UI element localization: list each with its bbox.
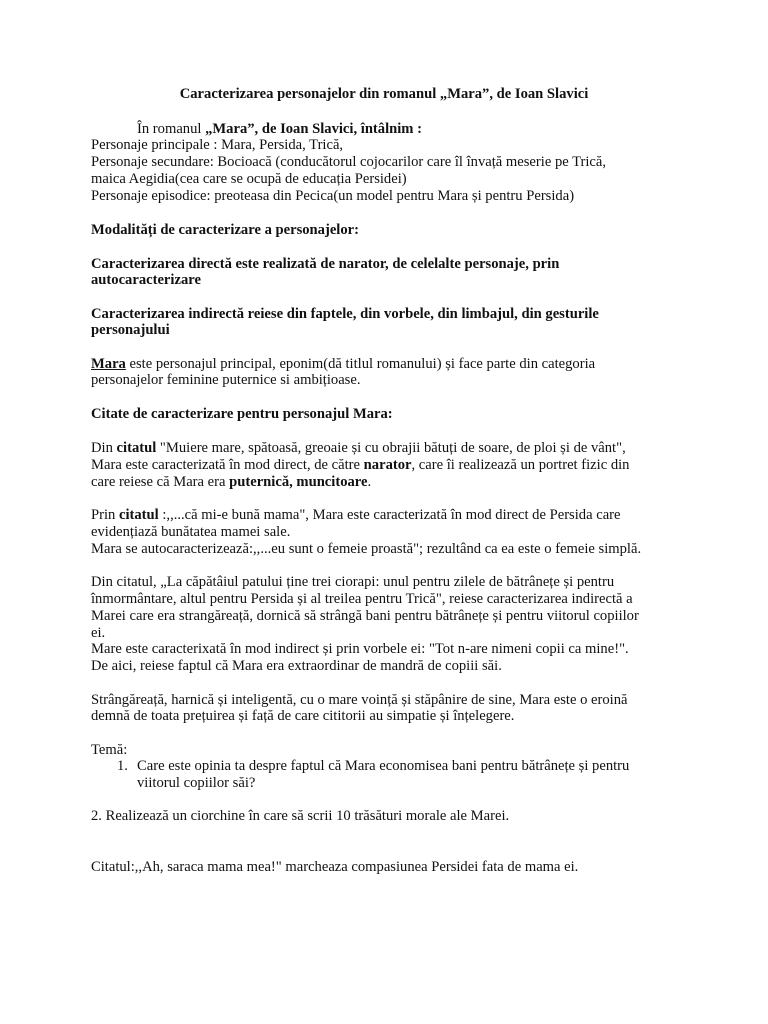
modalitati-heading: Modalități de caracterizare a personajelor: xyxy=(91,222,359,238)
citat2-l1-b: citatul xyxy=(118,507,159,523)
citat2-line-3: Mara se autocaracterizează:,,...eu sunt o femeie proastă"; rezultând ca ea este o femeie simplă. xyxy=(91,541,642,557)
concluzie-line-2: demnă de toata prețuirea și față de care cititorii au simpatie și înțelegere. xyxy=(91,708,515,724)
document-title: Caracterizarea personajelor din romanul „Mara”, de Ioan Slavici xyxy=(179,86,589,102)
mara-name: Mara xyxy=(91,356,126,372)
mara-para-line-2: personajelor feminine puternice si ambițioase. xyxy=(91,372,361,388)
tema-item1-line-1: Care este opinia ta despre faptul că Mara economisea bani pentru bătrânețe și pentru xyxy=(137,758,630,774)
citat1-l1-b: citatul xyxy=(116,440,157,456)
citat3-line-4: ei. xyxy=(91,625,106,641)
intro-bold: „Mara”, de Ioan Slavici, întâlnim : xyxy=(205,121,422,137)
intro-line xyxy=(137,121,422,138)
tema-item1-number: 1. xyxy=(117,758,128,774)
personaje-secundare-2: maica Aegidia(cea care se ocupă de educația Persidei) xyxy=(91,171,407,187)
citat1-line-1 xyxy=(91,440,626,457)
personaje-secundare-1: Personaje secundare: Bocioacă (conducătorul cojocarilor care îl învață meserie pe Trică, xyxy=(91,154,607,170)
tema-label: Temă: xyxy=(91,742,128,758)
personaje-episodice: Personaje episodice: preoteasa din Pecica(un model pentru Mara și pentru Persida) xyxy=(91,188,575,204)
citat1-line-2 xyxy=(91,457,629,474)
citat2-l1-a: Prin xyxy=(91,507,119,523)
citat1-l2-c: , care îi realizează un portret fizic din xyxy=(411,457,630,473)
citat3-line-3: Marei care era strangăreață, dornică să strângă bani pentru bătrânețe și pentru viitorul copiilor xyxy=(91,608,639,624)
personaje-principale: Personaje principale : Mara, Persida, Trică, xyxy=(91,137,344,153)
citat3-line-1: Din citatul, „La căpătâiul patului ține trei ciorapi: unul pentru zilele de bătrânețe și pentru xyxy=(91,574,615,590)
citat2-line-1 xyxy=(91,507,621,524)
citat1-l1-a: Din xyxy=(91,440,117,456)
citat1-line-3 xyxy=(91,474,371,491)
citat2-l1-c: :,,...că mi-e bună mama", Mara este caracterizată în mod direct de Persida care xyxy=(158,507,621,523)
citat3-line-2: înmormântare, altul pentru Persida și al treilea pentru Trică", reiese caracterizarea indirectă a xyxy=(91,591,633,607)
intro-prefix: În romanul xyxy=(137,121,206,137)
citat1-l3-c: . xyxy=(367,474,372,490)
citat1-l3-b: puternică, muncitoare xyxy=(229,474,368,490)
concluzie-line-1: Strângăreață, harnică și inteligentă, cu o mare voință și stăpânire de sine, Mara este o eroină xyxy=(91,692,628,708)
tema-item2: 2. Realizează un ciorchine în care să scrii 10 trăsături morale ale Marei. xyxy=(91,808,510,824)
citat1-l2-a: Mara este caracterizată în mod direct, de către xyxy=(91,457,364,473)
citat2-line-2: evidențiază bunătatea mamei sale. xyxy=(91,524,291,540)
citate-heading: Citate de caracterizare pentru personajul Mara: xyxy=(91,406,393,422)
citat3-line-5: Mare este caracterixată în mod indirect și prin vorbele ei: "Tot n-are nimeni copii ca mine!". xyxy=(91,641,629,657)
citat1-l1-c: "Muiere mare, spătoasă, greoaie și cu obrajii bătuți de soare, de ploi și de vânt", xyxy=(156,440,626,456)
citat1-l2-b: narator xyxy=(363,457,412,473)
citat1-l3-a: care reiese că Mara era xyxy=(91,474,230,490)
indirecta-line-2: personajului xyxy=(91,322,170,338)
citat3-line-6: De aici, reiese faptul că Mara era extraordinar de mandră de copiii săi. xyxy=(91,658,502,674)
tema-item1-line-2: viitorul copiilor săi? xyxy=(137,775,256,791)
final-citat-line: Citatul:,,Ah, saraca mama mea!" marcheaza compasiunea Persidei fata de mama ei. xyxy=(91,859,579,875)
indirecta-line-1: Caracterizarea indirectă reiese din faptele, din vorbele, din limbajul, din gesturile xyxy=(91,306,599,322)
directa-line-1: Caracterizarea directă este realizată de narator, de celelalte personaje, prin xyxy=(91,256,560,272)
mara-para-rest: este personajul principal, eponim(dă titlul romanului) și face parte din categoria xyxy=(125,356,596,372)
mara-para-line-1 xyxy=(91,356,595,373)
directa-line-2: autocaracterizare xyxy=(91,272,201,288)
